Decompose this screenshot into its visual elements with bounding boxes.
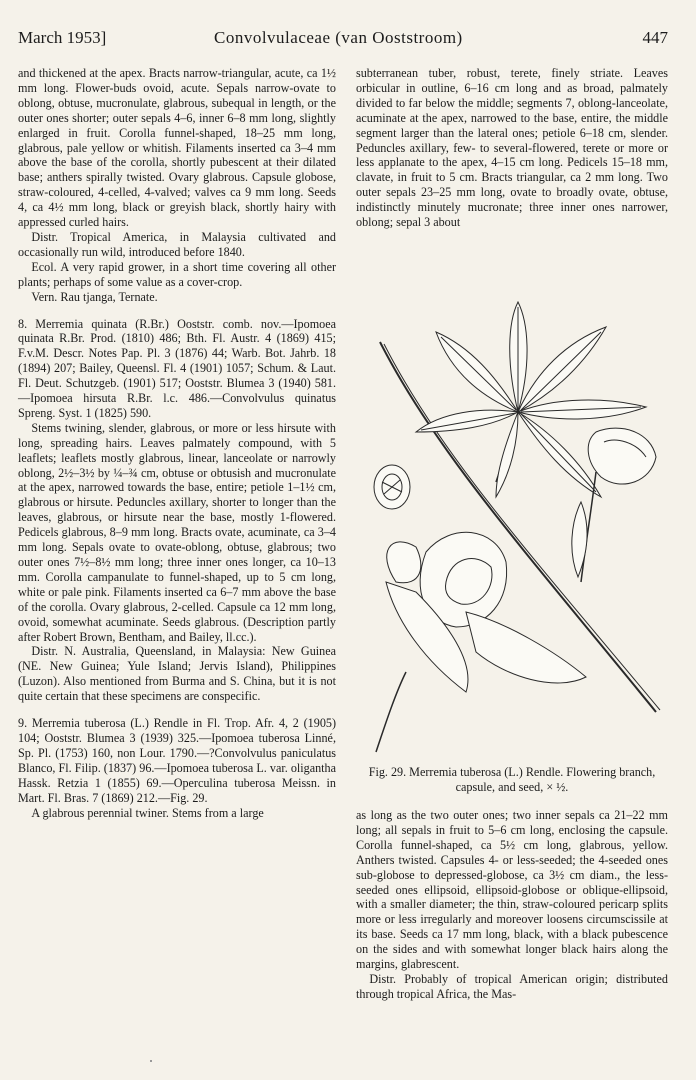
species-heading-merremia-tuberosa: 9. Merremia tuberosa (L.) Rendle in Fl. Trop. Afr. 4, 2 (1905) 104; Ooststr. Blumea 3 (1939) 325.—Ipomoea tuberosa Linné, Sp. Pl. (1753) 160, non Lour. 1790.—?Convolvulus paniculatus Blanco, Fl. Filip. (1837) 96.—Ipomoea tuberosa L. var. oligantha Hassk. Retzia 1 (1855) 69.—Operculina tuberosa Meissn. in Mart. Fl. Bras. 7 (1869) 212.—Fig. 29.	[18, 716, 336, 805]
paragraph-distr-tuberosa: Distr. Probably of tropical American origin; distributed through tropical Africa, the Mas-	[356, 971, 668, 1001]
seed-drawing	[374, 465, 410, 509]
paragraph-description-tuberosa-cont: subterranean tuber, robust, terete, finely striate. Leaves orbicular in outline, 6–16 cm long and as broad, palmately divided to far below the middle; segments 7, oblong-lanceolate, acuminate at the apex, narrowed to the base, entire, the middle segment larger than the lateral ones; petiole 6–18 cm, slender. Peduncles axillary, few- to several-flowered, terete or more or less applanate to the apex, 4–15 cm long. Pedicels 15–18 mm, clavate, in fruit to 5 cm. Bracts triangular, ca 2 mm long. Two outer sepals 23–25 mm long, ovate to broadly ovate, obtuse, indistinctly minutely mucronate; three inner ones narrower, oblong; sepal 3 about	[356, 66, 668, 230]
page-number: 447	[642, 28, 668, 47]
header-date: March 1953]	[18, 28, 107, 47]
figure-caption: Fig. 29. Merremia tuberosa (L.) Rendle. Flowering branch, capsule, and seed, × ½.	[368, 765, 656, 794]
paragraph-description-tuberosa-end: as long as the two outer ones; two inner sepals ca 21–22 mm long; all sepals in fruit to 5–6 cm long, enclosing the capsule. Corolla funnel-shaped, ca 5½ cm long, glabrous, yellow. Anthers twisted. Capsules 4- or less-seeded; the 4-seeded ones sub-globose to depressed-globose, ca 3½ cm diam., the less-seeded ones ellipsoid, ellipsoid-globose or oblique-ellipsoid, with a smaller diameter; the thin, straw-coloured pericarp splits more or less irregularly and moreover loosens circumscissile at its base. Seeds ca 17 mm long, black, with a black pubescence on the sides and with somewhat longer black hairs along the margins, glabrescent.	[356, 808, 668, 972]
paragraph-distr-quinata: Distr. N. Australia, Queensland, in Malaysia: New Guinea (NE. New Guinea; Yule Island; Jervis Island), Philippines (Luzon). Also mentioned from Burma and S. China, but it is not quite certain that these specimens are conspecific.	[18, 644, 336, 704]
right-text-column-bottom	[356, 808, 668, 1002]
paragraph-merremia-7-cont: and thickened at the apex. Bracts narrow-triangular, acute, ca 1½ mm long. Flower-buds ovoid, acute. Sepals narrow-ovate to oblong, obtuse, mucronulate, glabrous, subequal in length, or the outer ones shorter; outer sepals 4–6, inner 6–8 mm long, slightly enlarged in fruit. Corolla funnel-shaped, 18–25 mm long, glabrous, pale yellow or whitish. Filaments inserted ca 3–4 mm above the base of the corolla, shortly pubescent at their dilated base; anthers spirally twisted. Ovary glabrous. Capsule globose, straw-coloured, 4-celled, 4-valved; valves ca 9 mm long. Seeds 4, ca 4½ mm long, black or greyish black, shortly hairy with appressed curled hairs.	[18, 66, 336, 230]
running-header	[18, 28, 668, 50]
species-heading-merremia-quinata: 8. Merremia quinata (R.Br.) Ooststr. comb. nov.—Ipomoea quinata R.Br. Prod. (1810) 486; Bth. Fl. Austr. 4 (1869) 415; F.v.M. Descr. Notes Pap. Pl. 3 (1876) 44; Warb. Bot. Jahrb. 18 (1894) 207; Bailey, Queensl. Fl. 4 (1901) 1057; Schum. & Laut. Fl. Deut. Schutzgeb. (1901) 517; Ooststr. Blumea 3 (1940) 581.—Ipomoea hirsuta R.Br. l.c. 486.—Convolvulus quinatus Spreng. Syst. 1 (1825) 590.	[18, 316, 336, 420]
spacer	[18, 704, 336, 716]
paragraph-ecol-7: Ecol. A very rapid grower, in a short time covering all other plants; perhaps of some value as a cover-crop.	[18, 259, 336, 289]
flower-drawing	[572, 428, 656, 582]
paragraph-vern-7: Vern. Rau tjanga, Ternate.	[31, 289, 158, 304]
right-text-column-top	[356, 66, 668, 230]
botanical-illustration	[356, 282, 668, 756]
paragraph-distr-7: Distr. Tropical America, in Malaysia cultivated and occasionally run wild, introduced before 1840.	[18, 229, 336, 259]
paragraph-description-tuberosa-start: A glabrous perennial twiner. Stems from a large	[31, 805, 264, 820]
page-speck	[150, 1060, 152, 1062]
paragraph-description-quinata: Stems twining, slender, glabrous, or more or less hirsute with long, spreading hairs. Leaves palmately compound, with 5 leaflets; leaflets mostly glabrous, linear, lanceolate or narrowly oblong, 2½–3½ by ¼–¾ cm, obtuse or obtusish and mucronulate at the apex, narrowed towards the base, entire; petiole 1–1½ cm, glabrous or hirsute. Peduncles axillary, shorter to longer than the leaves, glabrous, or hirsute near the base, mostly 1-flowered. Pedicels glabrous, 8–9 mm long. Bracts ovate, acuminate, ca 3–4 mm long. Sepals ovate to ovate-oblong, obtuse, glabrous; two outer ones 7½–8½ mm long; three inner ones longer, ca 10–13 mm. Corolla campanulate to funnel-shaped, up to 5 cm long, white or pale pink. Filaments inserted ca 6–7 mm above the base of the corolla. Ovary glabrous, 2-celled. Capsule ca 12 mm long, ovoid, somewhat acuminate. Seeds glabrous. (Description partly after Robert Brown, Bentham, and Bailey, ll.cc.).	[18, 420, 336, 644]
spacer	[18, 305, 336, 317]
left-text-column	[18, 66, 336, 820]
capsule-drawing	[376, 532, 586, 752]
header-family-title: Convolvulaceae (van Ooststroom)	[214, 28, 463, 47]
